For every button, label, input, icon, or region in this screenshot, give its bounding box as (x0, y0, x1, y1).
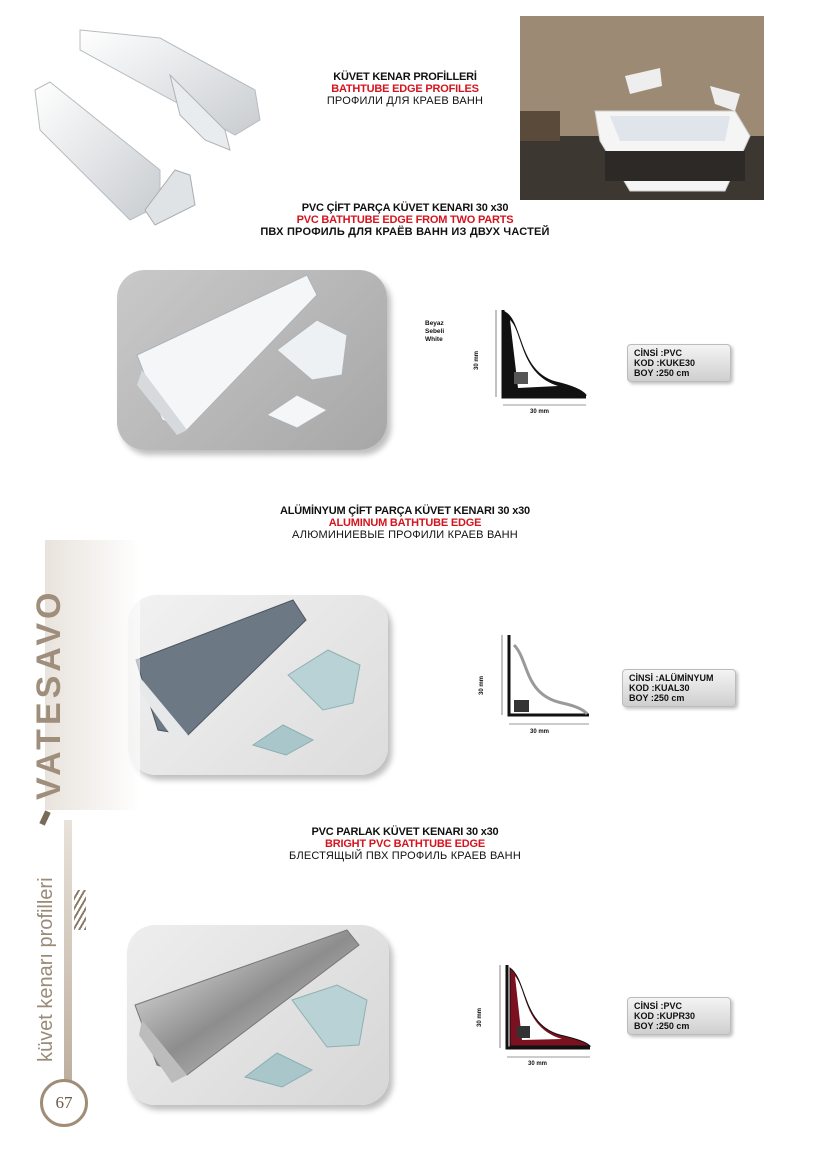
product-1-spec-card (627, 344, 731, 382)
product-1-spec-type: CİNSİ :PVC (634, 348, 683, 358)
product-3-spec-card (627, 997, 731, 1035)
product-1-photo (117, 270, 387, 450)
sidebar-bars-icon (74, 890, 86, 930)
product-3-dim-height: 30 mm (477, 1007, 483, 1027)
product-3-profile-diagram (482, 960, 602, 1075)
product-3-photo (127, 925, 389, 1105)
product-1-color-note-tr: Beyaz (425, 320, 444, 327)
product-3-title-ru: БЛЕСТЯЩЫЙ ПВХ ПРОФИЛЬ КРАЕВ ВАНН (289, 850, 521, 862)
product-1-spec-code: KOD :KUKE30 (634, 358, 696, 368)
sidebar-watermark-text: VATESAVO (30, 588, 68, 800)
product-1-title-en: PVC BATHTUBE EDGE FROM TWO PARTS (296, 214, 514, 226)
header-title-en: BATHTUBE EDGE PROFILES (331, 83, 479, 95)
product-2-dim-width: 30 mm (530, 729, 550, 735)
product-2-dim-height: 30 mm (479, 675, 485, 695)
product-3-title-en: BRIGHT PVC BATHTUBE EDGE (324, 838, 485, 850)
header-title-ru: ПРОФИЛИ ДЛЯ КРАЕВ ВАНН (326, 95, 484, 107)
product-3-title-tr: PVC PARLAK KÜVET KENARI 30 x30 (311, 826, 499, 838)
sidebar-category: küvet kenarı profilleri (35, 877, 57, 1062)
product-3-spec-code: KOD :KUPR30 (634, 1011, 696, 1021)
sidebar-slash (39, 810, 50, 825)
bathroom-photo (520, 16, 764, 200)
product-1-profile-diagram (478, 302, 598, 422)
product-2-spec-type: CİNSİ :ALÜMİNYUM (629, 673, 714, 683)
product-1-dim-height: 30 mm (474, 350, 480, 370)
product-2-spec-card (622, 669, 736, 707)
product-2-title-tr: ALÜMİNYUM ÇİFT PARÇA KÜVET KENARI 30 x30 (280, 505, 530, 517)
product-1-title-ru: ПВХ ПРОФИЛЬ ДЛЯ КРАЁВ ВАНН ИЗ ДВУХ ЧАСТЕЙ (260, 226, 550, 238)
product-2-spec-code: KOD :KUAL30 (629, 683, 690, 693)
sidebar-watermark (0, 540, 140, 810)
page-number: 67 (55, 1093, 73, 1112)
product-2-photo (128, 595, 388, 775)
product-3-spec-length: BOY :250 cm (634, 1021, 690, 1031)
product-3-dim-width: 30 mm (528, 1061, 548, 1067)
header-title-tr: KÜVET KENAR PROFİLLERİ (333, 71, 477, 83)
product-2-profile-diagram (484, 630, 604, 740)
product-1-color-note-en: White (425, 336, 443, 343)
product-3-spec-type: CİNSİ :PVC (634, 1001, 683, 1011)
product-2-spec-length: BOY :250 cm (629, 693, 685, 703)
product-1-dim-width: 30 mm (530, 409, 550, 415)
page-number-badge (40, 1079, 88, 1127)
product-1-color-note-2: Sebeli (425, 328, 445, 335)
product-1-spec-length: BOY :250 cm (634, 368, 690, 378)
product-2-title-en: ALUMINUM BATHTUBE EDGE (328, 517, 482, 529)
product-2-title-ru: АЛЮМИНИЕВЫЕ ПРОФИЛИ КРАЕВ ВАНН (292, 529, 518, 541)
sidebar-stripe (64, 820, 72, 1120)
product-1-title-tr: PVC ÇİFT PARÇA KÜVET KENARI 30 x30 (301, 202, 509, 214)
